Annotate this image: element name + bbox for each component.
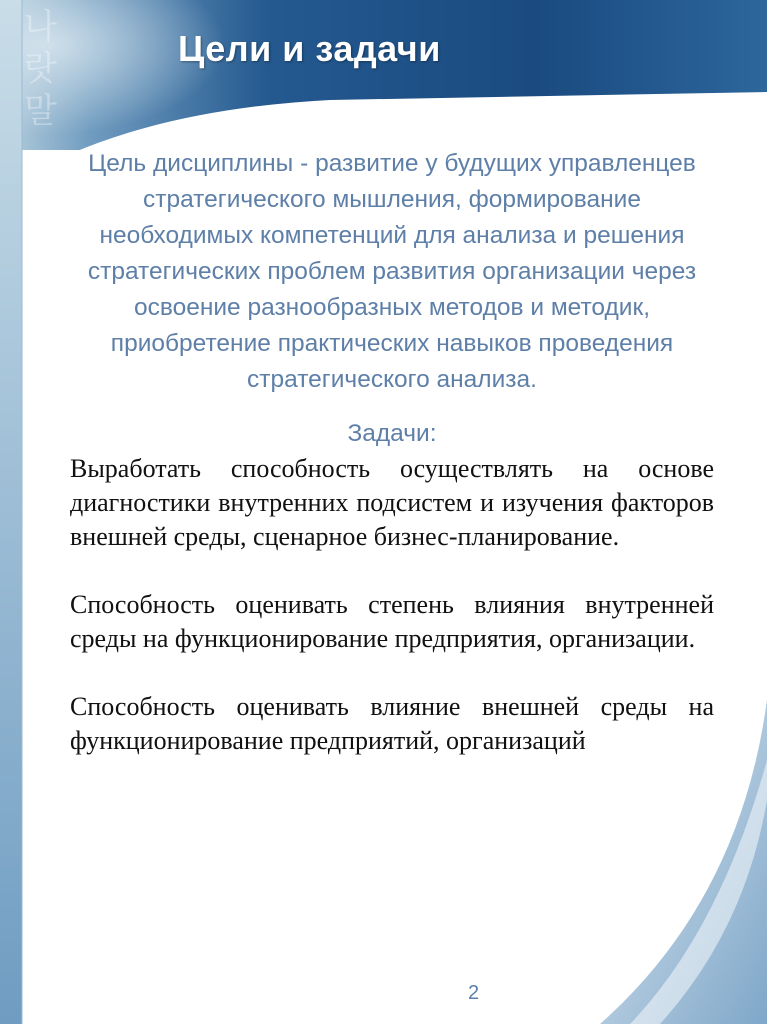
slide-content <box>70 146 714 758</box>
decoration-glyph: 나 <box>24 7 57 47</box>
goal-paragraph: Цель дисциплины - развитие у будущих управленцев стратегического мышления, формирование необходимых компетенций для анализа и решения стратегических проблем развития организации через освоение разнообразных методов и методик, приобретение практических навыков проведения стратегического анализа. <box>87 150 697 393</box>
page-number: 2 <box>468 982 480 1004</box>
task-item-3: Способность оценивать влияние внешней среды на функционирование предприятий, организаций <box>70 692 714 755</box>
slide-title: Цели и задачи <box>178 28 441 69</box>
decoration-glyphs <box>24 6 94 146</box>
decoration-glyph: 랏 <box>24 49 57 89</box>
task-item-1: Выработать способность осуществлять на основе диагностики внутренних подсистем и изучения факторов внешней среды, сценарное бизнес-планирование. <box>70 454 714 551</box>
task-item-2: Способность оценивать степень влияния внутренней среды на функционирование предприятия, организации. <box>70 590 714 653</box>
decoration-glyph: 말 <box>24 91 57 131</box>
tasks-heading: Задачи: <box>347 420 437 447</box>
